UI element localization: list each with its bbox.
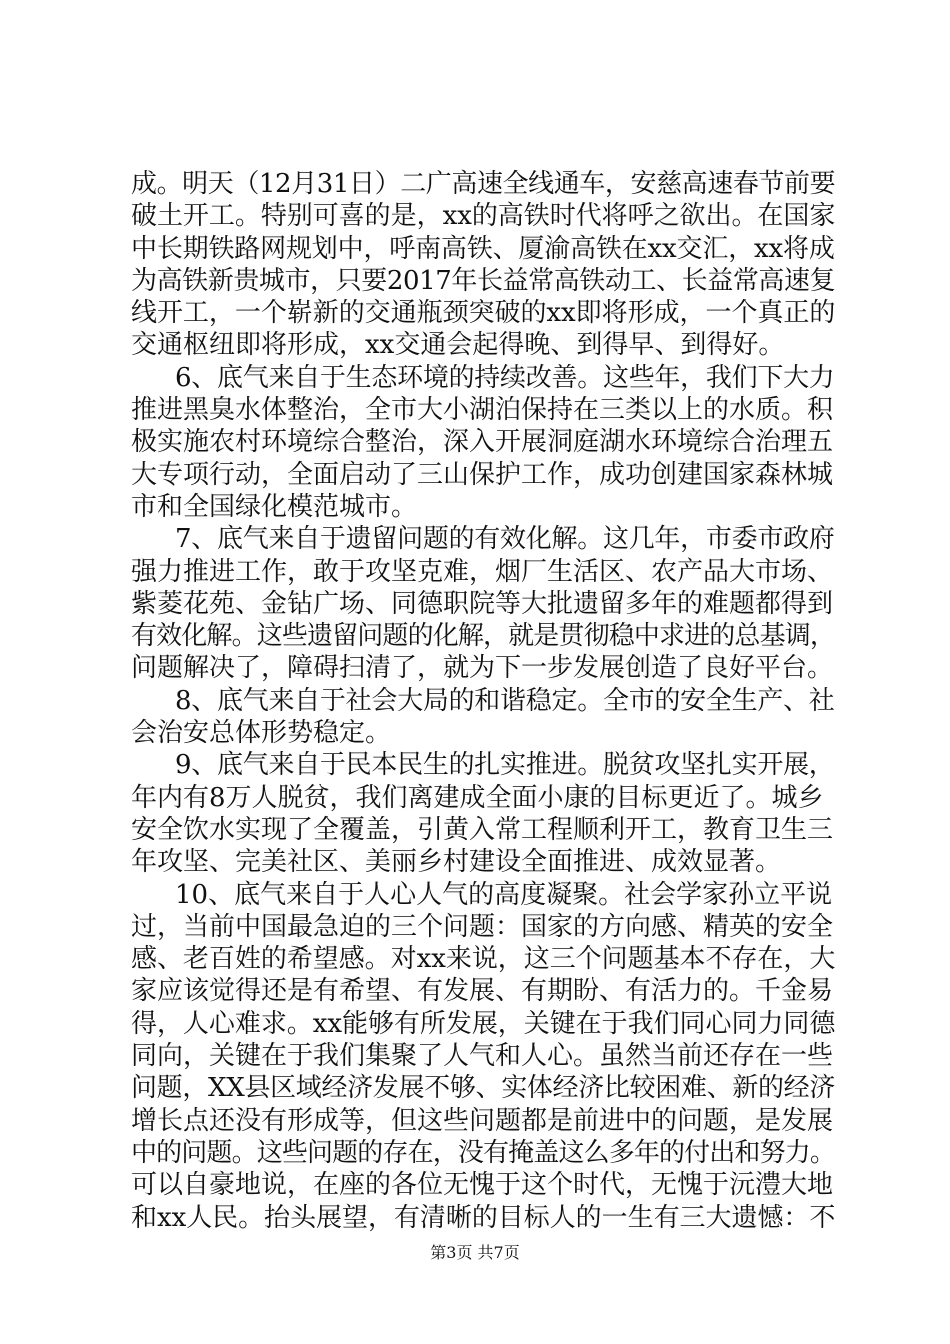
text-line: 强力推进工作，敢于攻坚克难，烟厂生活区、农产品大市场、 <box>131 556 834 587</box>
text-line: 和xx人民。抬头展望，有清晰的目标人的一生有三大遗憾：不 <box>131 1202 835 1233</box>
text-line: 可以自豪地说，在座的各位无愧于这个时代，无愧于沅澧大地 <box>131 1170 834 1201</box>
text-line: 同向，关键在于我们集聚了人气和人心。虽然当前还存在一些 <box>131 1041 834 1072</box>
text-line: 7、底气来自于遗留问题的有效化解。这几年，市委市政府 <box>175 524 835 555</box>
text-line: 有效化解。这些遗留问题的化解，就是贯彻稳中求进的总基调， <box>131 621 835 652</box>
text-line: 安全饮水实现了全覆盖，引黄入常工程顺利开工，教育卫生三 <box>131 814 834 845</box>
text-line: 为高铁新贵城市，只要2017年长益常高铁动工、长益常高速复 <box>131 265 835 296</box>
text-line: 年内有8万人脱贫，我们离建成全面小康的目标更近了。城乡 <box>131 782 824 813</box>
text-line: 感、老百姓的希望感。对xx来说，这三个问题基本不存在，大 <box>131 944 835 975</box>
text-line: 6、底气来自于生态环境的持续改善。这些年，我们下大力 <box>175 362 835 393</box>
text-line: 会治安总体形势稳定。 <box>131 718 392 749</box>
text-line: 交通枢纽即将形成，xx交通会起得晚、到得早、到得好。 <box>131 330 785 361</box>
text-line: 问题，XX县区域经济发展不够、实体经济比较困难、新的经济 <box>131 1073 835 1104</box>
text-line: 得，人心难求。xx能够有所发展，关键在于我们同心同力同德 <box>131 1008 835 1039</box>
text-line: 线开工，一个崭新的交通瓶颈突破的xx即将形成，一个真正的 <box>131 298 835 329</box>
text-line: 紫菱花苑、金钻广场、同德职院等大批遗留多年的难题都得到 <box>131 588 834 619</box>
text-line: 问题解决了，障碍扫清了，就为下一步发展创造了良好平台。 <box>131 653 834 684</box>
page-footer: 第3页 共7页 <box>430 1243 520 1262</box>
text-line: 成。明天（12月31日）二广高速全线通车，安慈高速春节前要 <box>131 169 835 199</box>
text-line: 增长点还没有形成等，但这些问题都是前进中的问题，是发展 <box>131 1105 834 1136</box>
text-line: 破土开工。特别可喜的是，xx的高铁时代将呼之欲出。在国家 <box>131 201 835 232</box>
text-line: 中长期铁路网规划中，呼南高铁、厦渝高铁在xx交汇，xx将成 <box>131 233 835 264</box>
text-line: 中的问题。这些问题的存在，没有掩盖这么多年的付出和努力。 <box>131 1137 835 1168</box>
text-line: 极实施农村环境综合整治，深入开展洞庭湖水环境综合治理五 <box>131 427 834 458</box>
document-body <box>131 168 835 1234</box>
text-line: 市和全国绿化模范城市。 <box>131 491 418 522</box>
text-line: 家应该觉得还是有希望、有发展、有期盼、有活力的。千金易 <box>131 976 834 1007</box>
text-line: 8、底气来自于社会大局的和谐稳定。全市的安全生产、社 <box>175 685 835 716</box>
text-line: 10、底气来自于人心人气的高度凝聚。社会学家孙立平说 <box>175 879 833 910</box>
text-line: 大专项行动，全面启动了三山保护工作，成功创建国家森林城 <box>131 459 834 490</box>
text-line: 过，当前中国最急迫的三个问题：国家的方向感、精英的安全 <box>131 911 834 942</box>
text-line: 年攻坚、完美社区、美丽乡村建设全面推进、成效显著。 <box>131 847 782 878</box>
text-line: 推进黑臭水体整治，全市大小湖泊保持在三类以上的水质。积 <box>131 395 834 426</box>
text-line: 9、底气来自于民本民生的扎实推进。脱贫攻坚扎实开展， <box>175 750 835 781</box>
